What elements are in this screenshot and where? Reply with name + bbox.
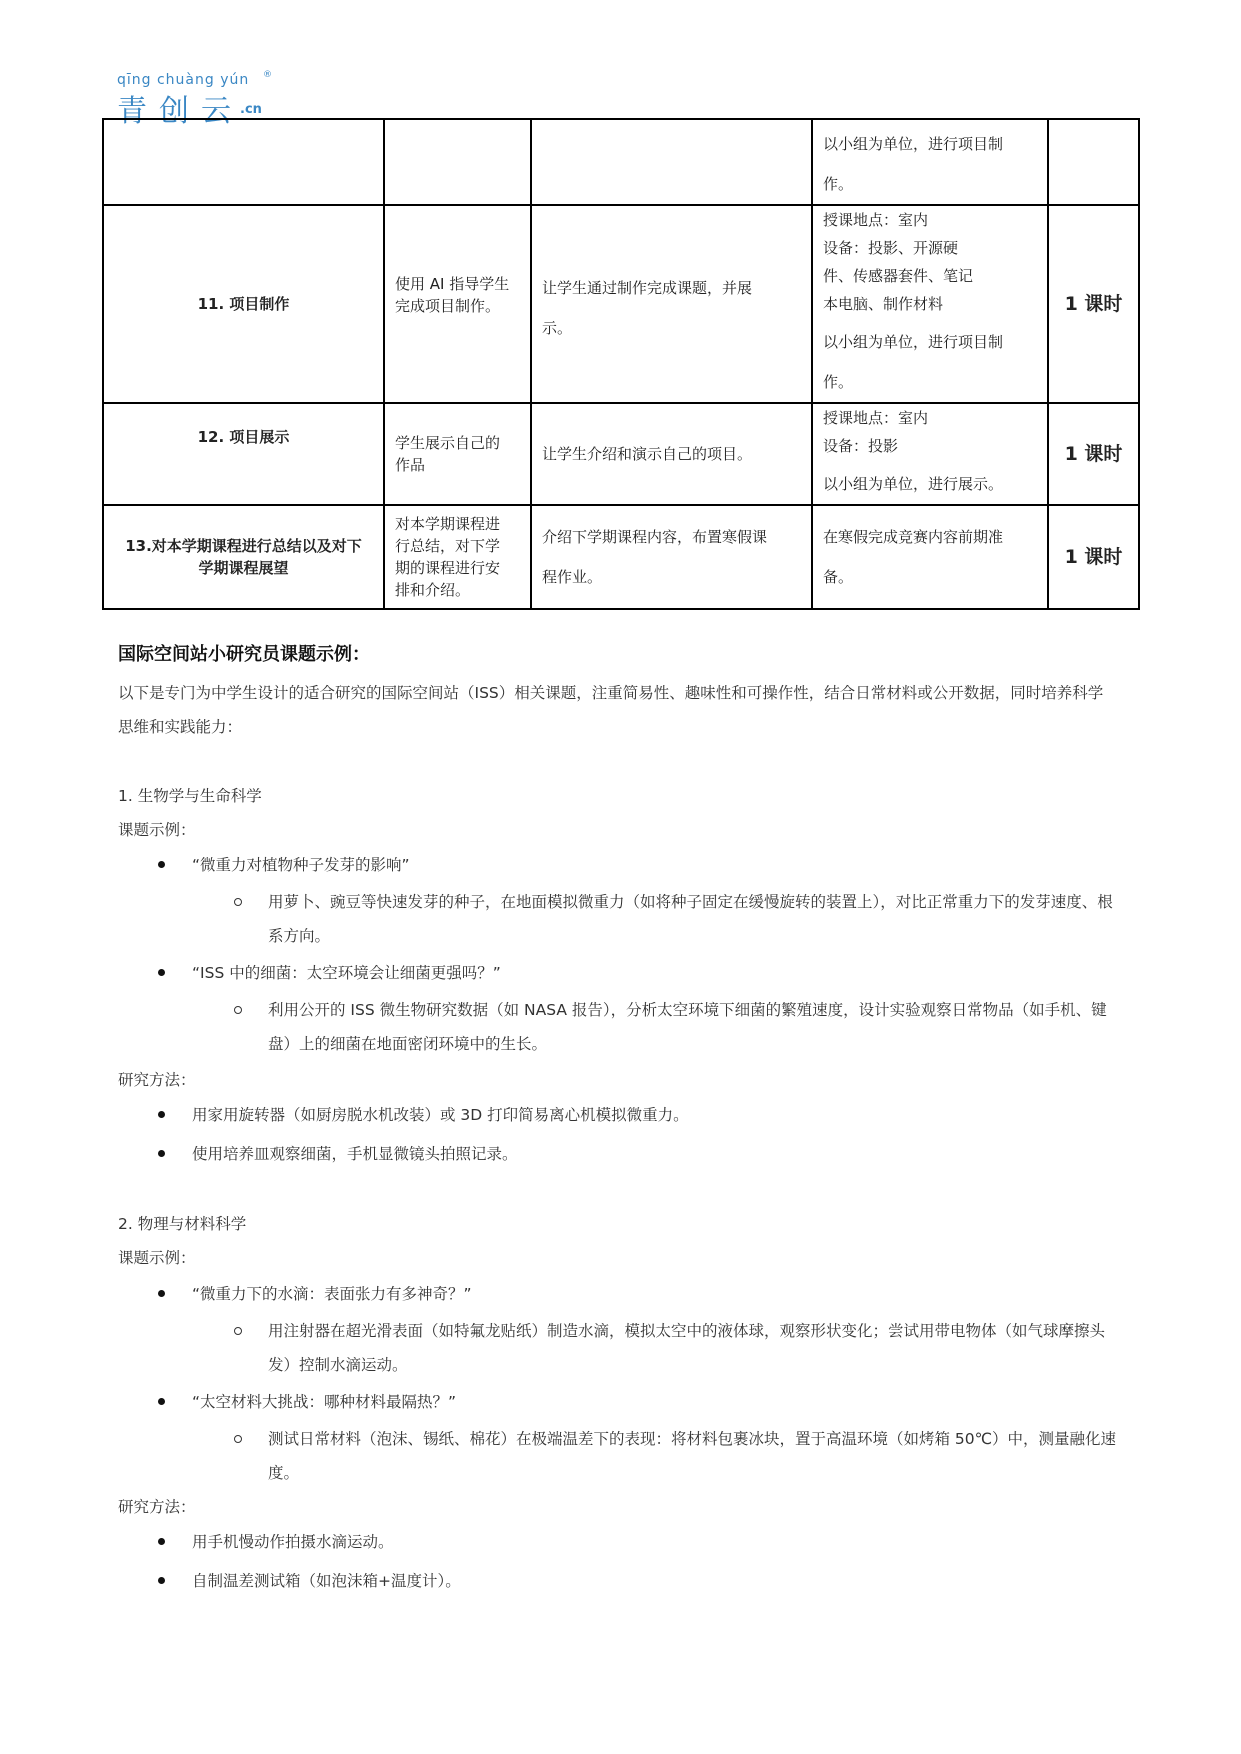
resources-note: 以小组为单位，进行展示。 (823, 475, 1004, 493)
sub-bullet-icon (234, 1327, 242, 1335)
content-text: 让学生介绍和演示自己的项目。 (542, 445, 753, 463)
examples-label: 课题示例： (118, 821, 196, 839)
method-item: 自制温差测试箱（如泡沫箱+温度计）。 (192, 1572, 461, 1590)
resources-text: 授课地点：室内 设备：投影 (823, 409, 929, 455)
example-title: “ISS 中的细菌：太空环境会让细菌更强吗？” (192, 964, 501, 982)
hours-cell: 1 课时 (1048, 505, 1139, 609)
goal-text: 使用 AI 指导学生 完成项目制作。 (395, 275, 510, 315)
goal-cell (384, 403, 531, 505)
example-detail: 测试日常材料（泡沫、锡纸、棉花）在极端温差下的表现：将材料包裹冰块，置于高温环境（如烤箱 50℃）中，测量融化速度。 (268, 1430, 1117, 1482)
bullet-icon (158, 969, 165, 976)
logo-domain: .cn (240, 102, 262, 117)
sub-bullet-icon (234, 1435, 242, 1443)
topic-heading: 1. 生物学与生命科学 (118, 787, 262, 805)
content-cell (531, 119, 812, 205)
bullet-icon (158, 861, 165, 868)
section-intro: 以下是专门为中学生设计的适合研究的国际空间站（ISS）相关课题，注重简易性、趣味性和可操作性，结合日常材料或公开数据，同时培养科学思维和实践能力： (118, 684, 1104, 736)
content-cell (531, 205, 812, 403)
qingchuangyun-logo (117, 70, 297, 129)
resources-cell (812, 403, 1048, 505)
logo-registered-mark: ® (263, 70, 272, 80)
logo-pinyin: qīng chuàng yún (117, 72, 250, 88)
hours-cell (1048, 119, 1139, 205)
section-title: 国际空间站小研究员课题示例： (118, 644, 370, 665)
topic-cell: 11. 项目制作 (103, 205, 384, 403)
resources-note: 以小组为单位，进行项目制 作。 (823, 135, 1004, 193)
sub-bullet-icon (234, 1006, 242, 1014)
example-title: “微重力对植物种子发芽的影响” (192, 856, 410, 874)
resources-text: 授课地点：室内 设备：投影、开源硬 件、传感器套件、笔记 本电脑、制作材料 (823, 211, 974, 313)
goal-cell (384, 205, 531, 403)
content-text: 让学生通过制作完成课题，并展 示。 (542, 279, 753, 337)
example-title: “微重力下的水滴：表面张力有多神奇？” (192, 1285, 472, 1303)
goal-cell (384, 505, 531, 609)
table-row (103, 403, 1139, 505)
course-schedule-table (102, 118, 1140, 610)
example-title: “太空材料大挑战：哪种材料最隔热？” (192, 1393, 457, 1411)
resources-note: 在寒假完成竞赛内容前期准 备。 (823, 528, 1004, 586)
example-detail: 用萝卜、豌豆等快速发芽的种子，在地面模拟微重力（如将种子固定在缓慢旋转的装置上），对比正常重力下的发芽速度、根系方向。 (268, 893, 1113, 945)
resources-cell (812, 505, 1048, 609)
goal-cell (384, 119, 531, 205)
hours-cell: 1 课时 (1048, 403, 1139, 505)
examples-label: 课题示例： (118, 1249, 196, 1267)
resources-cell (812, 119, 1048, 205)
resources-note: 以小组为单位，进行项目制 作。 (823, 333, 1004, 391)
methods-label: 研究方法： (118, 1498, 196, 1516)
goal-text: 对本学期课程进 行总结，对下学 期的课程进行安 排和介绍。 (395, 515, 501, 599)
topic-heading: 2. 物理与材料科学 (118, 1215, 247, 1233)
methods-label: 研究方法： (118, 1071, 196, 1089)
method-item: 使用培养皿观察细菌，手机显微镜头拍照记录。 (192, 1145, 518, 1163)
topic-cell: 13.对本学期课程进行总结以及对下 学期课程展望 (103, 505, 384, 609)
sub-bullet-icon (234, 898, 242, 906)
bullet-icon (158, 1577, 165, 1584)
topic-cell (103, 119, 384, 205)
bullet-icon (158, 1111, 165, 1118)
table-row (103, 505, 1139, 609)
example-detail: 用注射器在超光滑表面（如特氟龙贴纸）制造水滴，模拟太空中的液体球，观察形状变化；尝试用带电物体（如气球摩擦头发）控制水滴运动。 (268, 1322, 1106, 1374)
bullet-icon (158, 1150, 165, 1157)
table-row (103, 205, 1139, 403)
method-item: 用手机慢动作拍摄水滴运动。 (192, 1533, 394, 1551)
example-detail: 利用公开的 ISS 微生物研究数据（如 NASA 报告），分析太空环境下细菌的繁殖速度，设计实验观察日常物品（如手机、键盘）上的细菌在地面密闭环境中的生长。 (268, 1001, 1107, 1053)
content-cell (531, 505, 812, 609)
hours-cell: 1 课时 (1048, 205, 1139, 403)
table-row (103, 119, 1139, 205)
content-text: 介绍下学期课程内容，布置寒假课 程作业。 (542, 528, 768, 586)
logo-brand: 青创云 (117, 94, 243, 129)
bullet-icon (158, 1290, 165, 1297)
goal-text: 学生展示自己的 作品 (395, 434, 501, 474)
resources-cell (812, 205, 1048, 403)
content-cell (531, 403, 812, 505)
method-item: 用家用旋转器（如厨房脱水机改装）或 3D 打印简易离心机模拟微重力。 (192, 1106, 689, 1124)
topic-cell: 12. 项目展示 (103, 403, 384, 505)
bullet-icon (158, 1398, 165, 1405)
bullet-icon (158, 1538, 165, 1545)
